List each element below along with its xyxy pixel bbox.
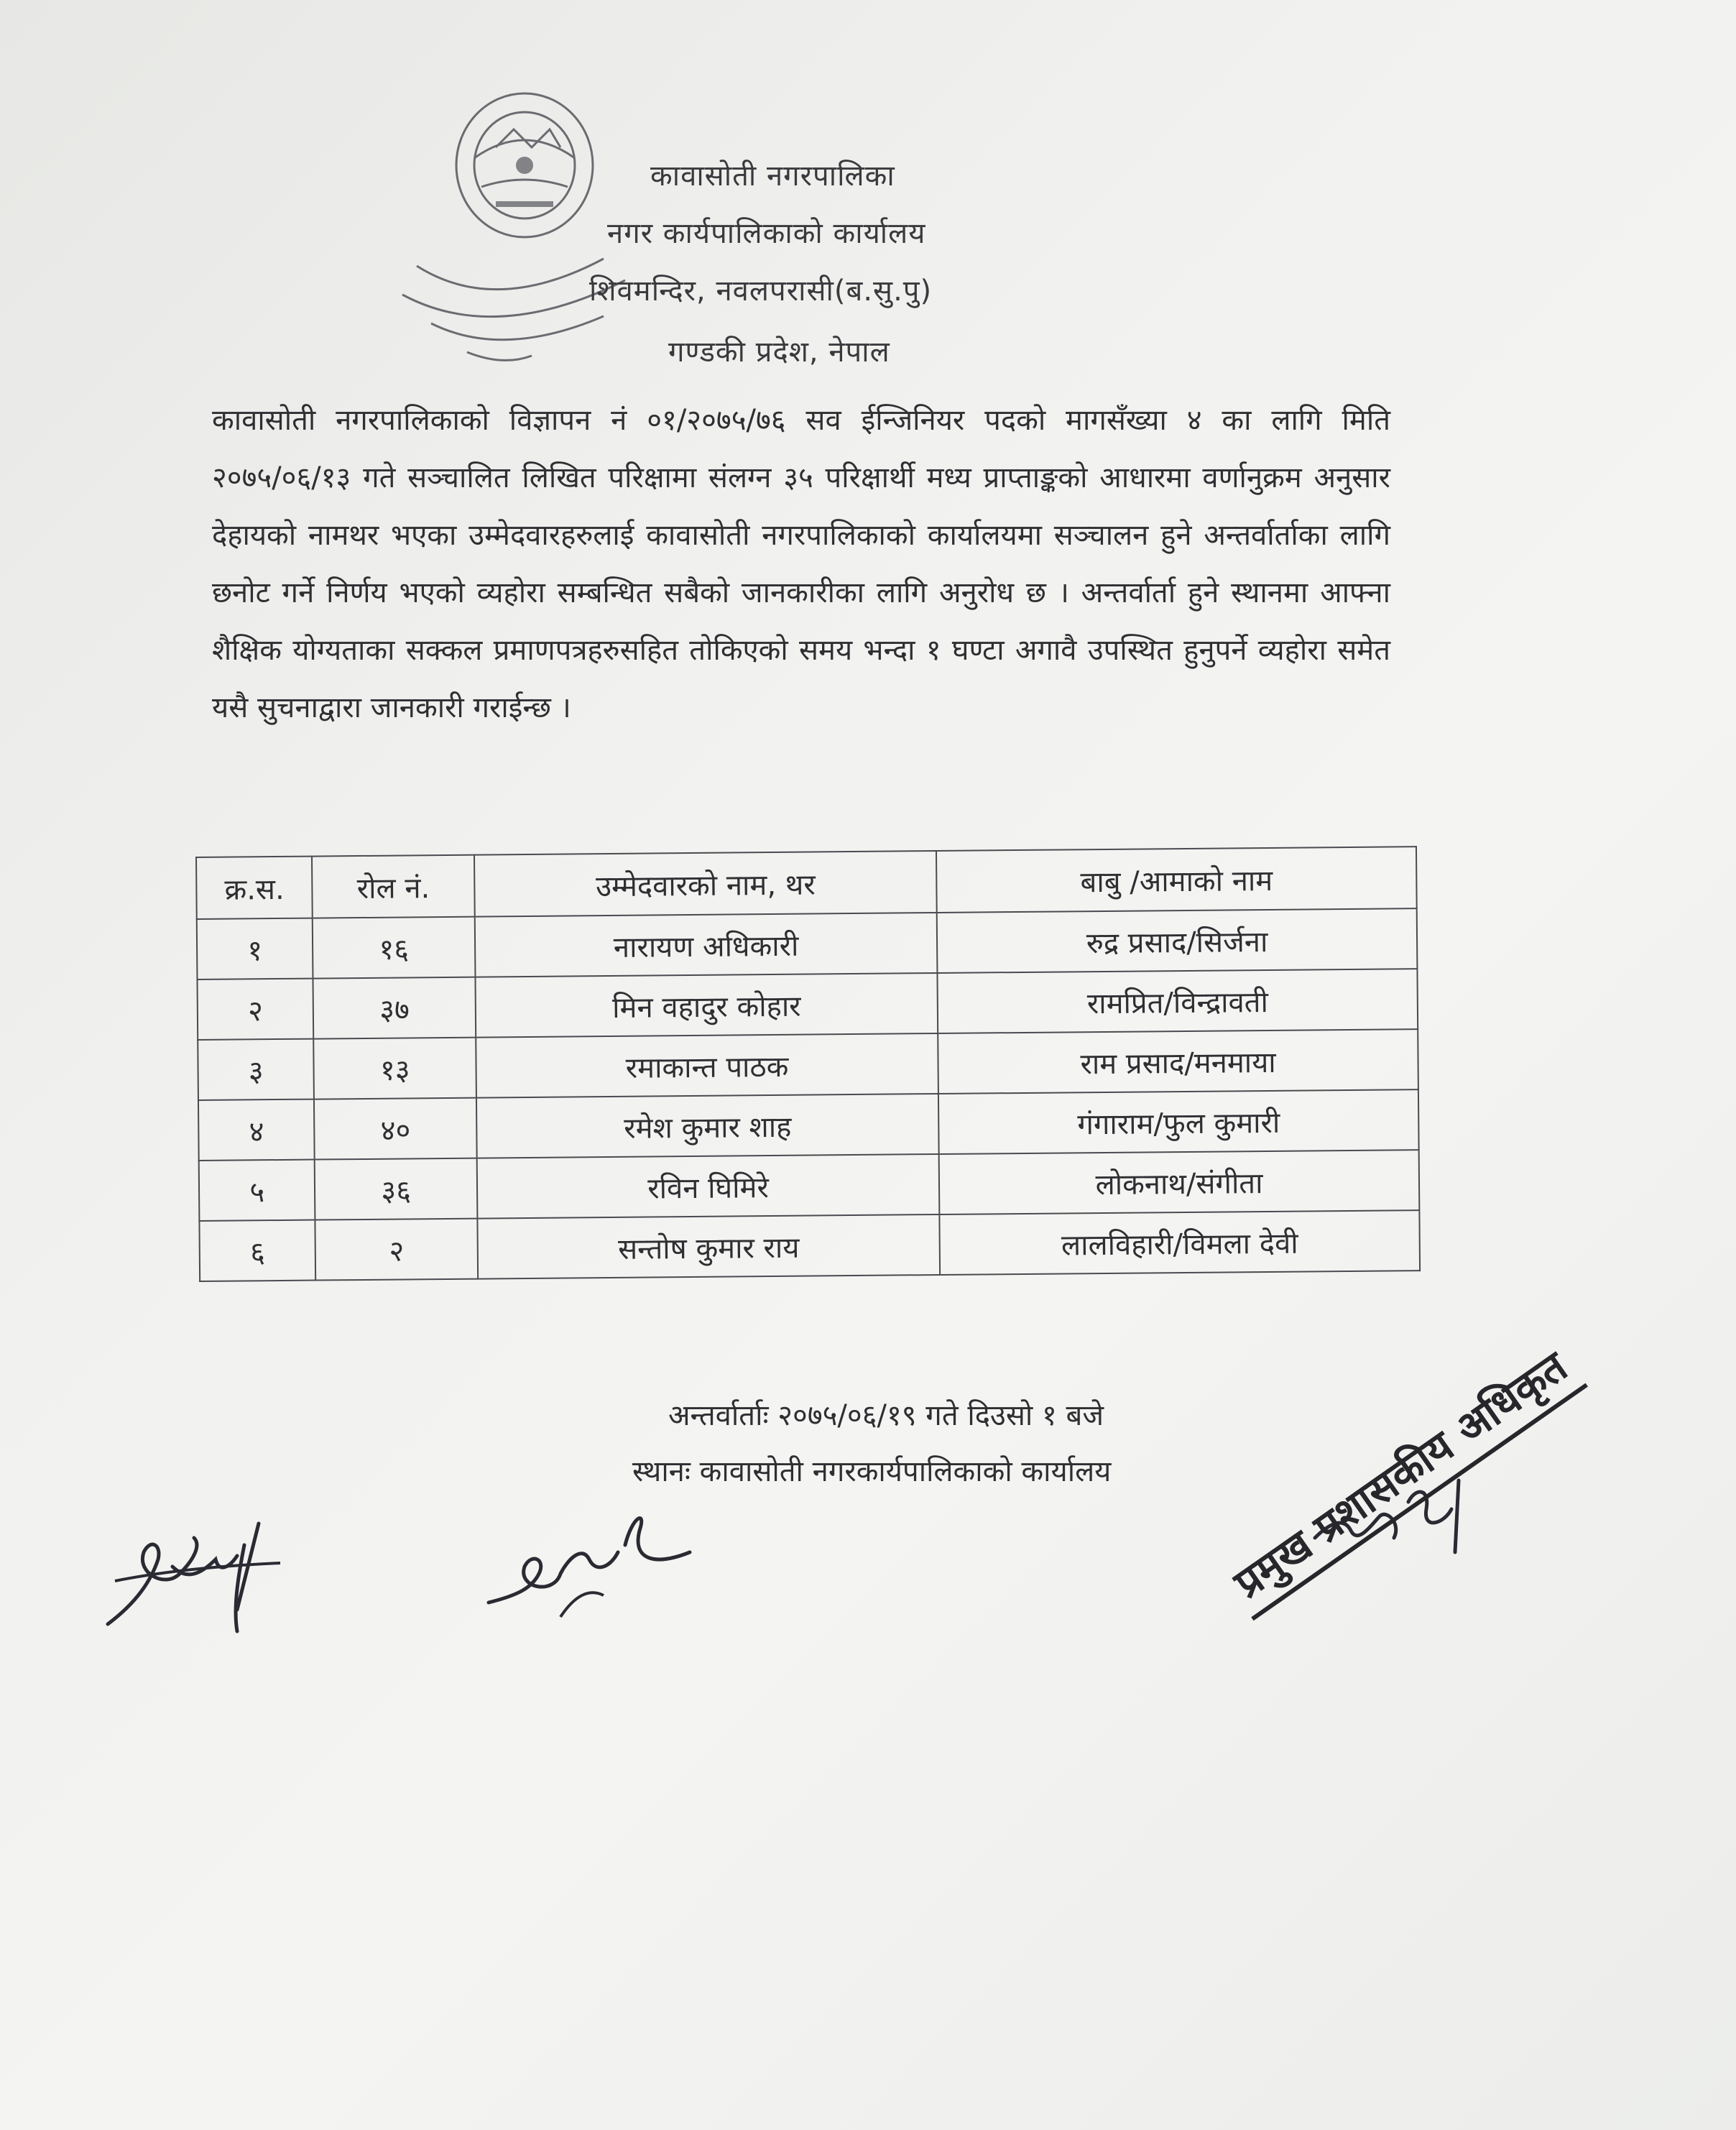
cell-parents: गंगाराम/फुल कुमारी (938, 1089, 1419, 1154)
column-header-parents: बाबु /आमाको नाम (936, 847, 1417, 913)
office-name: नगर कार्यपालिकाको कार्यालय (607, 217, 926, 250)
cell-roll: ४० (314, 1098, 476, 1160)
designation-stamp-text: प्रमुख प्रशासकीय अधिकृत (1216, 1333, 1587, 1620)
table-row (199, 1210, 1420, 1281)
office-location: शिवमन्दिर, नवलपरासी(ब.सु.पु) (589, 275, 933, 308)
notice-paragraph: कावासोती नगरपालिकाको विज्ञापन नं ०१/२०७५/७६ सव ईन्जिनियर पदको मागसँख्या ४ का लागि मिति २०७५/०६/१३ गते सञ्चालित लिखित परिक्षामा संलग्न ३५ परिक्षार्थी मध्य प्राप्ताङ्कको आधारमा वर्णानुक्रम अनुसार देहायको नामथर भएका उम्मेदवारहरुलाई कावासोती नगरपालिकाको कार्यालयमा सञ्चालन हुने अन्तर्वार्ताका लागि छनोट गर्ने निर्णय भएको व्यहोरा सम्बन्धित सबैको जानकारीका लागि अनुरोध छ । अन्तर्वार्ता हुने स्थानमा आफ्ना शैक्षिक योग्यताका सक्कल प्रमाणपत्रहरुसहित तोकिएको समय भन्दा १ घण्टा अगावै उपस्थित हुनुपर्ने व्यहोरा समेत यसै सुचनाद्वारा जानकारी गराईन्छ । (212, 404, 1390, 724)
cell-name: नारायण अधिकारी (475, 913, 938, 977)
cell-parents: रुद्र प्रसाद/सिर्जना (937, 908, 1418, 973)
designation-stamp (1216, 1311, 1650, 1667)
table-header-row (196, 847, 1417, 919)
signature-middle-icon (474, 1488, 719, 1631)
cell-serial: ६ (199, 1220, 315, 1281)
table-row (198, 1089, 1419, 1161)
cell-name: रमाकान्त पाठक (476, 1033, 938, 1098)
cell-serial: २ (197, 979, 313, 1040)
cell-roll: १६ (313, 917, 475, 979)
cell-serial: ३ (198, 1039, 314, 1100)
column-header-serial: क्र.स. (196, 857, 313, 919)
cell-name: रमेश कुमार शाह (476, 1094, 939, 1158)
table-row (198, 1029, 1418, 1100)
signature-left-icon (93, 1495, 323, 1653)
column-header-roll: रोल नं. (312, 855, 474, 918)
cell-serial: ५ (199, 1160, 315, 1221)
municipality-name: कावासोती नगरपालिका (650, 160, 895, 193)
table-row (197, 969, 1418, 1040)
cell-name: रविन घिमिरे (477, 1154, 940, 1219)
cell-name: सन्तोष कुमार राय (477, 1214, 940, 1279)
candidate-table (195, 857, 1417, 1282)
cell-roll: ३६ (315, 1158, 477, 1220)
cell-roll: ३७ (313, 977, 476, 1039)
cell-parents: लोकनाथ/संगीता (939, 1150, 1420, 1214)
cell-parents: राम प्रसाद/मनमाया (938, 1029, 1418, 1094)
interview-venue: स्थानः कावासोती नगरकार्यपालिकाको कार्यालय (632, 1455, 1112, 1488)
table-row (197, 908, 1418, 979)
cell-roll: १३ (314, 1038, 476, 1099)
cell-serial: ४ (198, 1099, 315, 1161)
province-name: गण्डकी प्रदेश, नेपाल (668, 336, 890, 369)
cell-serial: १ (197, 918, 313, 979)
table-row (199, 1150, 1420, 1221)
interview-datetime: अन्तर्वार्ताः २०७५/०६/१९ गते दिउसो १ बजे (668, 1399, 1104, 1432)
cell-parents: रामप्रित/विन्द्रावती (938, 969, 1418, 1033)
cell-parents: लालविहारी/विमला देवी (939, 1210, 1420, 1275)
column-header-name: उम्मेदवारको नाम, थर (474, 851, 937, 917)
cell-name: मिन वहादुर कोहार (475, 973, 938, 1038)
cell-roll: २ (315, 1219, 478, 1281)
